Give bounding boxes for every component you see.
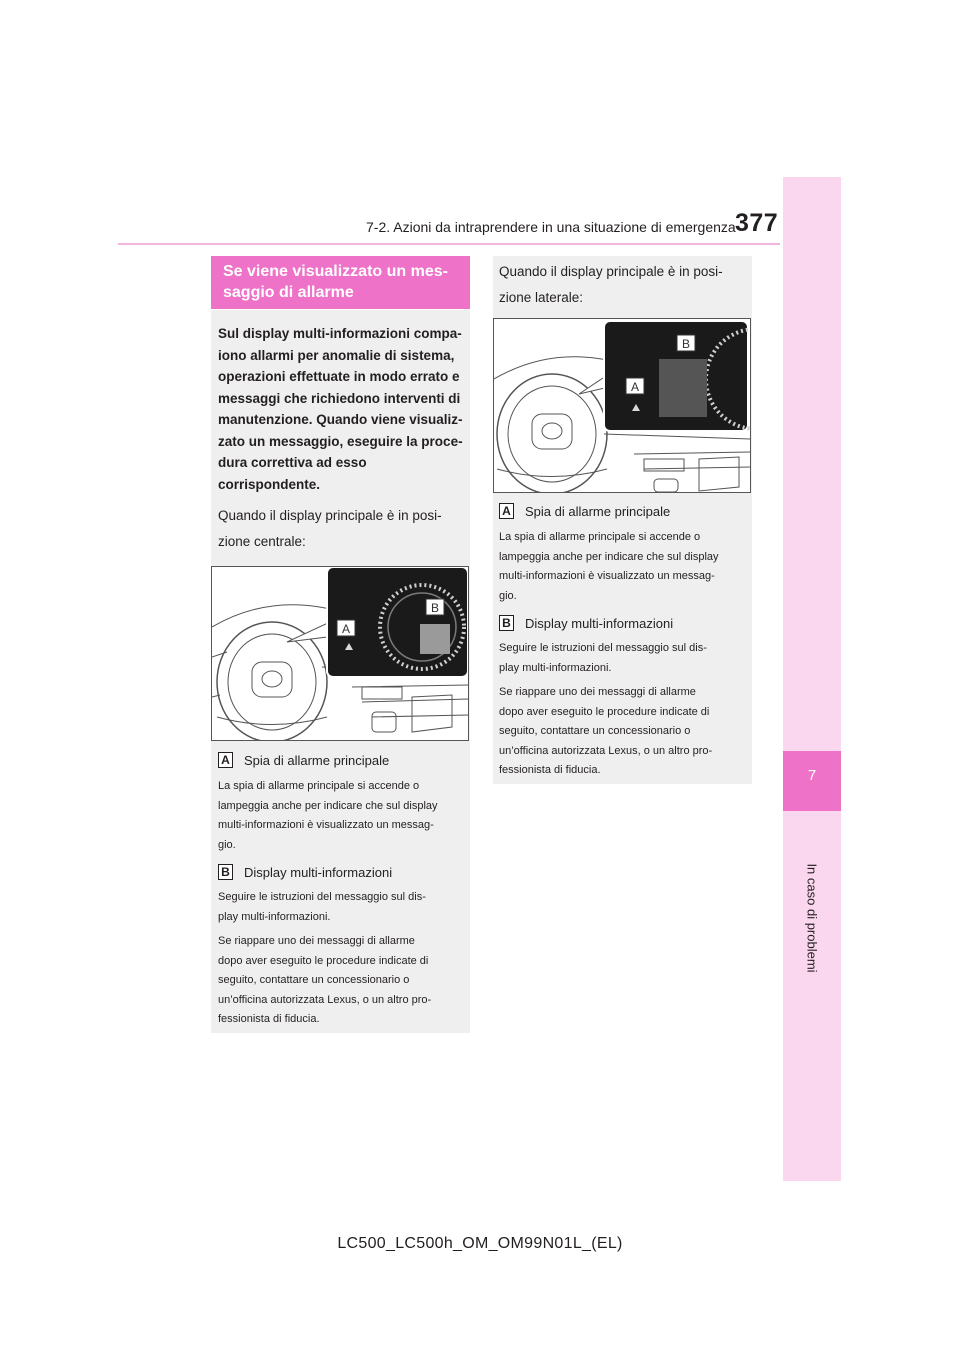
intro-line: Sul display multi-informazioni compa- bbox=[218, 326, 462, 341]
right-position-paragraph bbox=[499, 261, 749, 308]
dashboard-drawing bbox=[494, 319, 750, 492]
intro-line: iono allarmi per anomalie di sistema, bbox=[218, 347, 455, 363]
document-code: LC500_LC500h_OM_OM99N01L_(EL) bbox=[337, 1235, 623, 1252]
item-a-line: gio. bbox=[499, 589, 517, 602]
page-number: 377 bbox=[735, 209, 779, 237]
item-b-line: play multi-informazioni. bbox=[499, 661, 612, 674]
position-line: Quando il display principale è in posi- bbox=[499, 264, 723, 279]
item-b-line: un’officina autorizzata Lexus, o un altro pro- bbox=[499, 744, 713, 757]
dashboard-illustration-central bbox=[211, 566, 469, 741]
header-divider bbox=[118, 243, 780, 245]
letter-box-a: A bbox=[218, 752, 233, 768]
item-b-body bbox=[499, 639, 749, 781]
callout-a-label: A bbox=[630, 380, 640, 394]
callout-a-label: A bbox=[341, 622, 351, 636]
dashboard-drawing bbox=[212, 567, 468, 740]
callout-b-label: B bbox=[681, 337, 691, 351]
letter-box-a: A bbox=[499, 503, 514, 519]
item-b-line: seguito, contattare un concessionario o bbox=[499, 725, 691, 737]
item-b-heading bbox=[499, 615, 673, 631]
item-a-line: lampeggia anche per indicare che sul display bbox=[218, 799, 438, 812]
item-a-line: La spia di allarme principale si accende o bbox=[218, 780, 420, 792]
item-b-line: Se riappare uno dei messaggi di allarme bbox=[218, 935, 415, 947]
item-a-body bbox=[499, 528, 749, 606]
item-a-heading bbox=[218, 752, 389, 768]
intro-line: zato un messaggio, eseguire la proce- bbox=[218, 433, 463, 449]
section-heading-line: Se viene visualizzato un mes- bbox=[223, 263, 448, 280]
item-b-title: Display multi-informazioni bbox=[244, 864, 393, 880]
intro-line: operazioni effettuate in modo errato e bbox=[218, 369, 460, 384]
section-heading-line: saggio di allarme bbox=[223, 284, 354, 301]
intro-paragraph bbox=[218, 323, 466, 495]
chapter-number: 7 bbox=[807, 767, 817, 784]
item-a-line: multi-informazioni è visualizzato un messag- bbox=[218, 819, 434, 831]
section-title: 7-2. Azioni da intraprendere in una situazione di emergenza bbox=[366, 219, 736, 235]
chapter-tab-upper bbox=[783, 177, 841, 751]
item-b-line: fessionista di fiducia. bbox=[499, 764, 601, 776]
item-b-title: Display multi-informazioni bbox=[525, 615, 674, 631]
item-b-line: fessionista di fiducia. bbox=[218, 1013, 320, 1025]
item-a-heading bbox=[499, 503, 670, 519]
item-a-line: gio. bbox=[218, 838, 236, 851]
intro-line: dura correttiva ad esso bbox=[218, 455, 367, 470]
item-a-body bbox=[218, 777, 468, 855]
item-a-line: La spia di allarme principale si accende o bbox=[499, 531, 701, 543]
item-a-title: Spia di allarme principale bbox=[244, 752, 390, 768]
chapter-label: In caso di problemi bbox=[804, 863, 820, 973]
dashboard-illustration-side bbox=[493, 318, 751, 493]
item-a-title: Spia di allarme principale bbox=[525, 503, 671, 519]
section-heading bbox=[211, 256, 470, 309]
item-b-line: Se riappare uno dei messaggi di allarme bbox=[499, 686, 696, 698]
position-line: zione laterale: bbox=[499, 289, 584, 305]
intro-line: manutenzione. Quando viene visualiz- bbox=[218, 412, 463, 427]
item-a-line: multi-informazioni è visualizzato un messag- bbox=[499, 570, 715, 582]
item-a-line: lampeggia anche per indicare che sul display bbox=[499, 550, 719, 563]
item-b-line: seguito, contattare un concessionario o bbox=[218, 974, 410, 986]
callout-b-label: B bbox=[430, 601, 440, 615]
item-b-line: dopo aver eseguito le procedure indicate di bbox=[499, 705, 710, 718]
item-b-line: dopo aver eseguito le procedure indicate di bbox=[218, 954, 429, 967]
letter-box-b: B bbox=[218, 864, 233, 880]
item-b-line: play multi-informazioni. bbox=[218, 910, 331, 923]
item-b-line: Seguire le istruzioni del messaggio sul dis- bbox=[218, 891, 426, 903]
position-paragraph bbox=[218, 505, 466, 552]
item-b-line: Seguire le istruzioni del messaggio sul dis- bbox=[499, 642, 707, 654]
position-line: Quando il display principale è in posi- bbox=[218, 508, 442, 523]
letter-box-b: B bbox=[499, 615, 514, 631]
intro-line: corrispondente. bbox=[218, 476, 321, 492]
item-b-heading bbox=[218, 864, 392, 880]
item-b-body bbox=[218, 888, 468, 1030]
item-b-line: un’officina autorizzata Lexus, o un altro pro- bbox=[218, 993, 432, 1006]
position-line: zione centrale: bbox=[218, 533, 306, 549]
intro-line: messaggi che richiedono interventi di bbox=[218, 390, 461, 406]
